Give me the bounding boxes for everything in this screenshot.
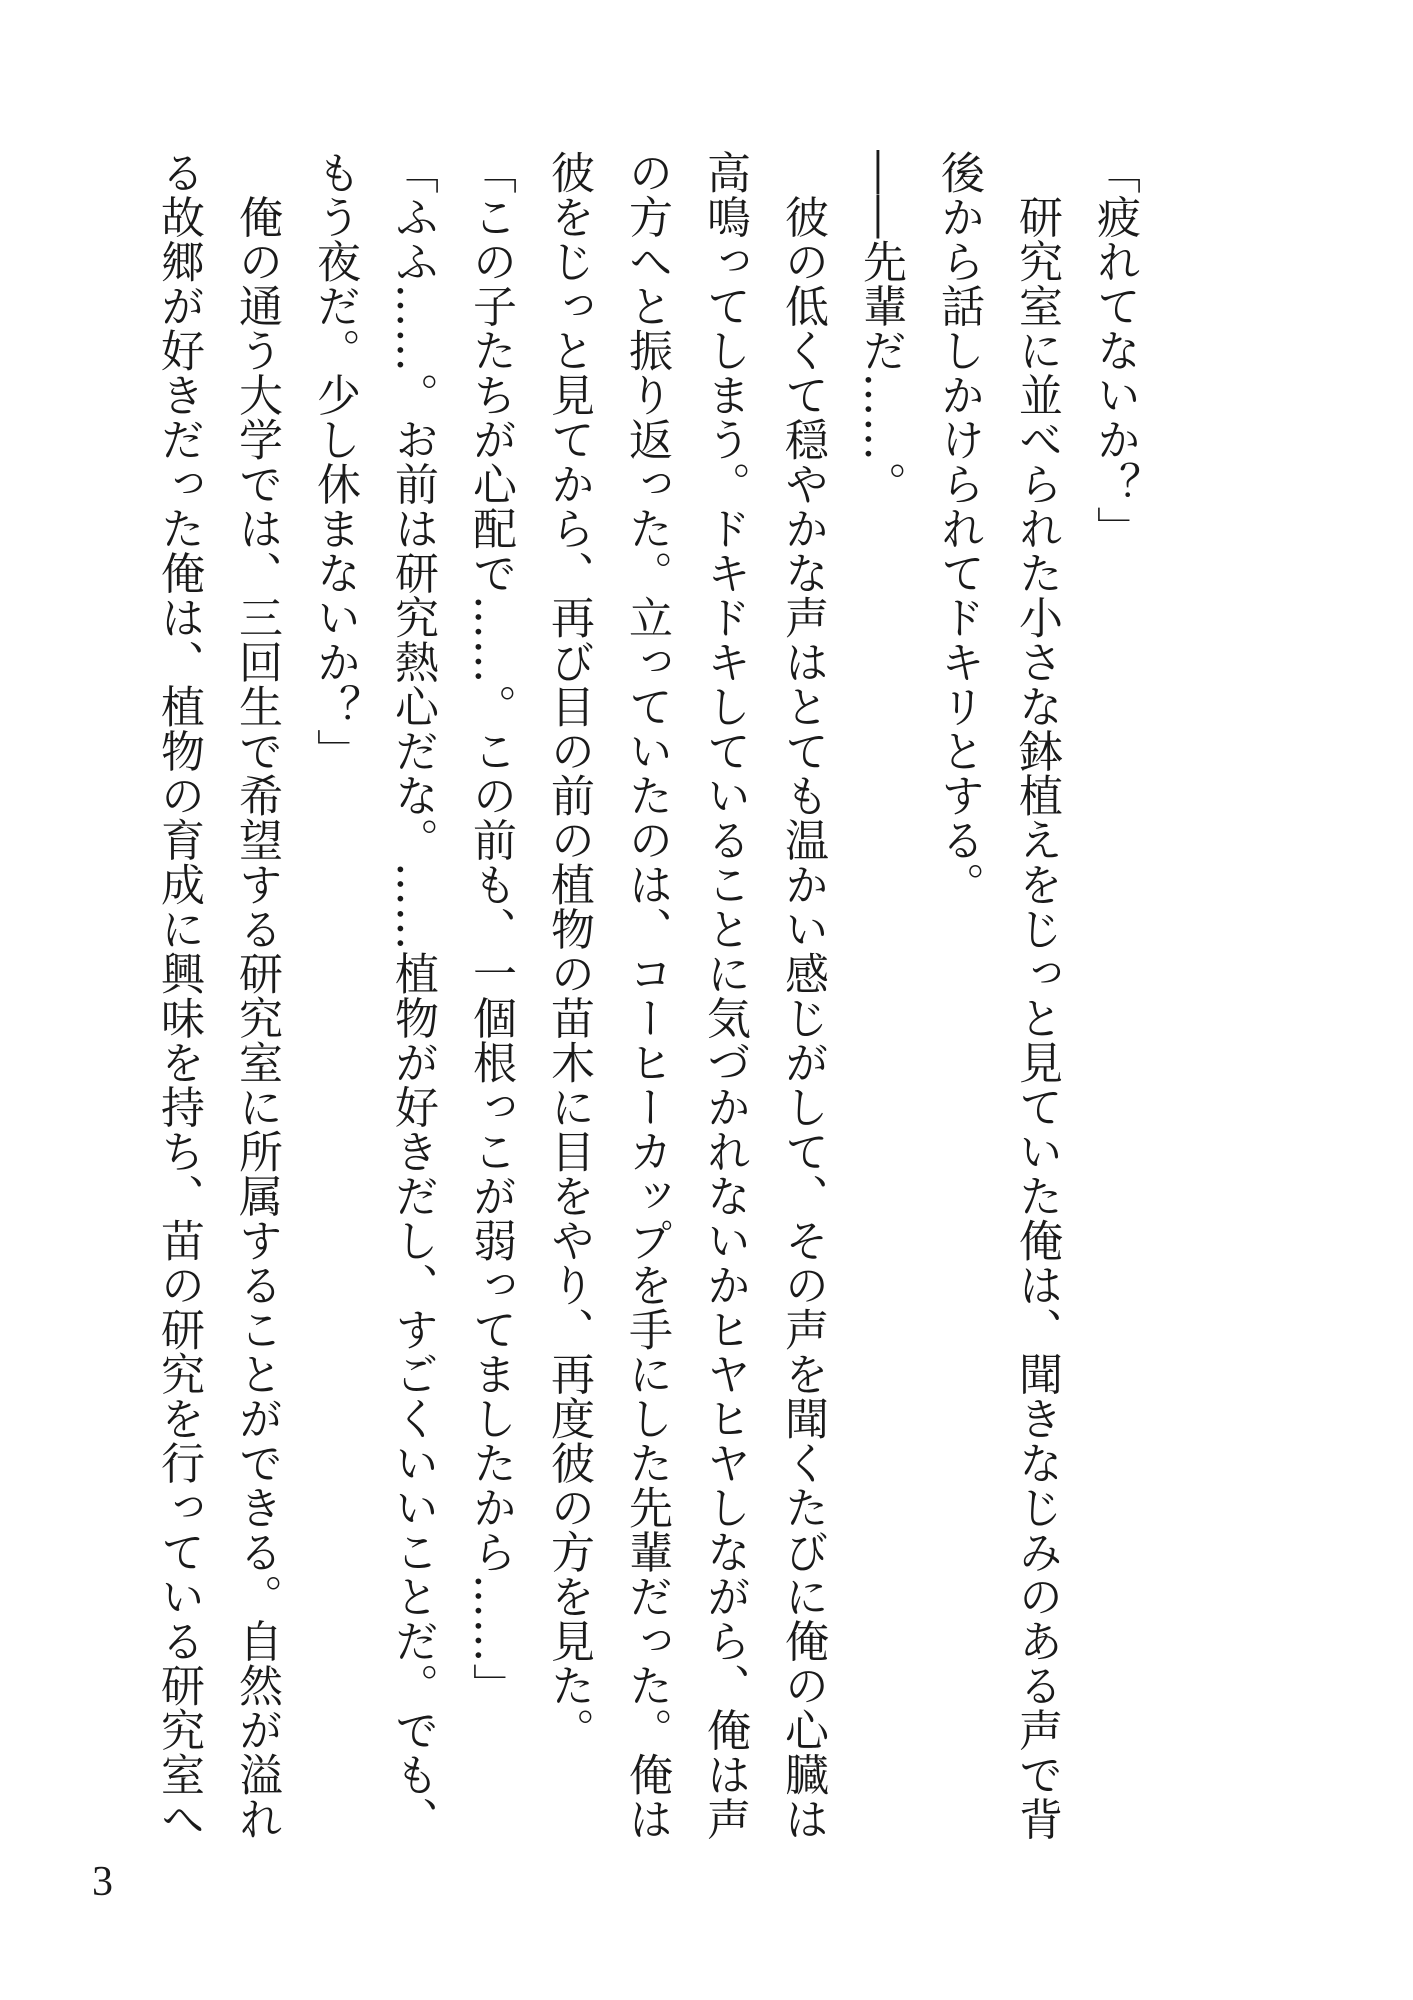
page-number: 3 [92,1859,113,1905]
text-line: ――先輩だ……。 [855,150,906,506]
text-line: 彼をじっと見てから、再び目の前の植物の苗木に目をやり、再度彼の方を見た。 [543,150,594,1752]
text-line: 俺の通う大学では、三回生で希望する研究室に所属することができる。自然が溢れ [231,150,282,1841]
text-line: 「ふふ……。お前は研究熱心だな。……植物が好きだし、すごくいいことだ。でも、 [387,150,438,1841]
text-line: もう夜だ。少し休まないか？」 [309,150,360,773]
text-line: る故郷が好きだった俺は、植物の育成に興味を持ち、苗の研究を行っている研究室へ [153,150,204,1841]
text-line: 彼の低くて穏やかな声はとても温かい感じがして、その声を聞くたびに俺の心臓は [777,150,828,1841]
text-line: 「この子たちが心配で……。この前も、一個根っこが弱ってましたから……」 [465,150,516,1708]
text-line: 高鳴ってしまう。ドキドキしていることに気づかれないかヒヤヒヤしながら、俺は声 [699,150,750,1841]
text-line: 「疲れてないか？」 [1089,150,1140,551]
text-line: 後から話しかけられてドキリとする。 [933,150,984,907]
text-line: の方へと振り返った。立っていたのは、コーヒーカップを手にした先輩だった。俺は [621,150,672,1841]
text-line: 研究室に並べられた小さな鉢植えをじっと見ていた俺は、聞きなじみのある声で背 [1011,150,1062,1841]
vertical-text-body [139,150,1153,1910]
